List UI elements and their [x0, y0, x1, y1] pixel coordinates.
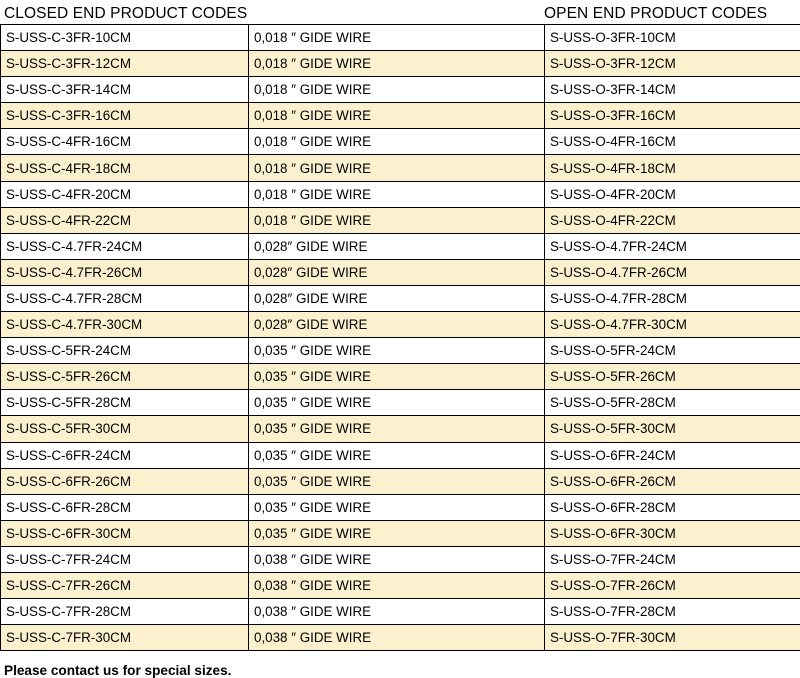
cell-closed-end-code: S-USS-C-6FR-24CM	[1, 442, 249, 468]
table-row	[1, 155, 800, 181]
cell-guide-wire: 0,035 ″ GIDE WIRE	[249, 390, 545, 416]
table-row	[1, 181, 800, 207]
cell-open-end-code: S-USS-O-4.7FR-30CM	[545, 312, 800, 338]
cell-open-end-code: S-USS-O-6FR-30CM	[545, 520, 800, 546]
table-row	[1, 103, 800, 129]
table-row	[1, 572, 800, 598]
cell-closed-end-code: S-USS-C-7FR-24CM	[1, 546, 249, 572]
cell-open-end-code: S-USS-O-5FR-26CM	[545, 364, 800, 390]
cell-guide-wire: 0,018 ″ GIDE WIRE	[249, 155, 545, 181]
cell-closed-end-code: S-USS-C-3FR-12CM	[1, 51, 249, 77]
cell-closed-end-code: S-USS-C-7FR-28CM	[1, 599, 249, 625]
product-codes-table-body	[1, 25, 800, 651]
cell-guide-wire: 0,018 ″ GIDE WIRE	[249, 207, 545, 233]
cell-open-end-code: S-USS-O-5FR-28CM	[545, 390, 800, 416]
table-row	[1, 129, 800, 155]
cell-open-end-code: S-USS-O-3FR-14CM	[545, 77, 800, 103]
cell-closed-end-code: S-USS-C-4FR-22CM	[1, 207, 249, 233]
cell-closed-end-code: S-USS-C-7FR-30CM	[1, 625, 249, 651]
cell-guide-wire: 0,038 ″ GIDE WIRE	[249, 599, 545, 625]
cell-open-end-code: S-USS-O-3FR-16CM	[545, 103, 800, 129]
table-row	[1, 390, 800, 416]
cell-guide-wire: 0,028″ GIDE WIRE	[249, 285, 545, 311]
table-row	[1, 520, 800, 546]
cell-closed-end-code: S-USS-C-4.7FR-26CM	[1, 259, 249, 285]
cell-open-end-code: S-USS-O-3FR-10CM	[545, 25, 800, 51]
table-row	[1, 259, 800, 285]
cell-closed-end-code: S-USS-C-5FR-28CM	[1, 390, 249, 416]
cell-open-end-code: S-USS-O-3FR-12CM	[545, 51, 800, 77]
cell-guide-wire: 0,035 ″ GIDE WIRE	[249, 364, 545, 390]
cell-guide-wire: 0,028″ GIDE WIRE	[249, 259, 545, 285]
table-row	[1, 51, 800, 77]
special-sizes-note: Please contact us for special sizes.	[0, 651, 800, 678]
table-row	[1, 364, 800, 390]
cell-guide-wire: 0,038 ″ GIDE WIRE	[249, 572, 545, 598]
cell-guide-wire: 0,035 ″ GIDE WIRE	[249, 494, 545, 520]
cell-closed-end-code: S-USS-C-4.7FR-28CM	[1, 285, 249, 311]
cell-guide-wire: 0,018 ″ GIDE WIRE	[249, 77, 545, 103]
table-row	[1, 599, 800, 625]
table-row	[1, 312, 800, 338]
cell-guide-wire: 0,018 ″ GIDE WIRE	[249, 51, 545, 77]
cell-guide-wire: 0,028″ GIDE WIRE	[249, 312, 545, 338]
table-row	[1, 416, 800, 442]
cell-closed-end-code: S-USS-C-6FR-26CM	[1, 468, 249, 494]
cell-closed-end-code: S-USS-C-7FR-26CM	[1, 572, 249, 598]
cell-closed-end-code: S-USS-C-3FR-14CM	[1, 77, 249, 103]
cell-closed-end-code: S-USS-C-6FR-28CM	[1, 494, 249, 520]
cell-open-end-code: S-USS-O-5FR-24CM	[545, 338, 800, 364]
table-row	[1, 442, 800, 468]
cell-guide-wire: 0,035 ″ GIDE WIRE	[249, 442, 545, 468]
cell-closed-end-code: S-USS-C-4.7FR-24CM	[1, 233, 249, 259]
cell-open-end-code: S-USS-O-4.7FR-24CM	[545, 233, 800, 259]
table-row	[1, 285, 800, 311]
cell-guide-wire: 0,035 ″ GIDE WIRE	[249, 338, 545, 364]
cell-closed-end-code: S-USS-C-5FR-26CM	[1, 364, 249, 390]
cell-closed-end-code: S-USS-C-4FR-16CM	[1, 129, 249, 155]
product-codes-table	[0, 24, 800, 651]
cell-closed-end-code: S-USS-C-4FR-20CM	[1, 181, 249, 207]
cell-open-end-code: S-USS-O-4FR-18CM	[545, 155, 800, 181]
table-row	[1, 625, 800, 651]
cell-open-end-code: S-USS-O-6FR-28CM	[545, 494, 800, 520]
cell-closed-end-code: S-USS-C-3FR-10CM	[1, 25, 249, 51]
table-row	[1, 77, 800, 103]
table-row	[1, 25, 800, 51]
table-row	[1, 468, 800, 494]
table-row	[1, 338, 800, 364]
cell-open-end-code: S-USS-O-6FR-24CM	[545, 442, 800, 468]
cell-guide-wire: 0,018 ″ GIDE WIRE	[249, 181, 545, 207]
cell-guide-wire: 0,035 ″ GIDE WIRE	[249, 416, 545, 442]
table-column-headings	[0, 0, 800, 24]
cell-closed-end-code: S-USS-C-3FR-16CM	[1, 103, 249, 129]
cell-open-end-code: S-USS-O-7FR-26CM	[545, 572, 800, 598]
cell-guide-wire: 0,018 ″ GIDE WIRE	[249, 129, 545, 155]
cell-open-end-code: S-USS-O-5FR-30CM	[545, 416, 800, 442]
cell-guide-wire: 0,035 ″ GIDE WIRE	[249, 468, 545, 494]
table-row	[1, 207, 800, 233]
cell-closed-end-code: S-USS-C-5FR-24CM	[1, 338, 249, 364]
cell-guide-wire: 0,038 ″ GIDE WIRE	[249, 546, 545, 572]
cell-open-end-code: S-USS-O-4.7FR-26CM	[545, 259, 800, 285]
cell-guide-wire: 0,038 ″ GIDE WIRE	[249, 625, 545, 651]
cell-guide-wire: 0,035 ″ GIDE WIRE	[249, 520, 545, 546]
cell-guide-wire: 0,028″ GIDE WIRE	[249, 233, 545, 259]
table-row	[1, 233, 800, 259]
cell-open-end-code: S-USS-O-7FR-24CM	[545, 546, 800, 572]
table-row	[1, 546, 800, 572]
cell-open-end-code: S-USS-O-4.7FR-28CM	[545, 285, 800, 311]
table-row	[1, 494, 800, 520]
cell-closed-end-code: S-USS-C-4FR-18CM	[1, 155, 249, 181]
cell-open-end-code: S-USS-O-4FR-22CM	[545, 207, 800, 233]
cell-open-end-code: S-USS-O-4FR-16CM	[545, 129, 800, 155]
cell-open-end-code: S-USS-O-4FR-20CM	[545, 181, 800, 207]
cell-open-end-code: S-USS-O-7FR-30CM	[545, 625, 800, 651]
heading-open-end-product-codes: OPEN END PRODUCT CODES	[544, 4, 800, 24]
cell-guide-wire: 0,018 ″ GIDE WIRE	[249, 103, 545, 129]
cell-open-end-code: S-USS-O-7FR-28CM	[545, 599, 800, 625]
cell-closed-end-code: S-USS-C-6FR-30CM	[1, 520, 249, 546]
cell-closed-end-code: S-USS-C-5FR-30CM	[1, 416, 249, 442]
cell-open-end-code: S-USS-O-6FR-26CM	[545, 468, 800, 494]
cell-closed-end-code: S-USS-C-4.7FR-30CM	[1, 312, 249, 338]
cell-guide-wire: 0,018 ″ GIDE WIRE	[249, 25, 545, 51]
heading-closed-end-product-codes: CLOSED END PRODUCT CODES	[0, 4, 248, 24]
